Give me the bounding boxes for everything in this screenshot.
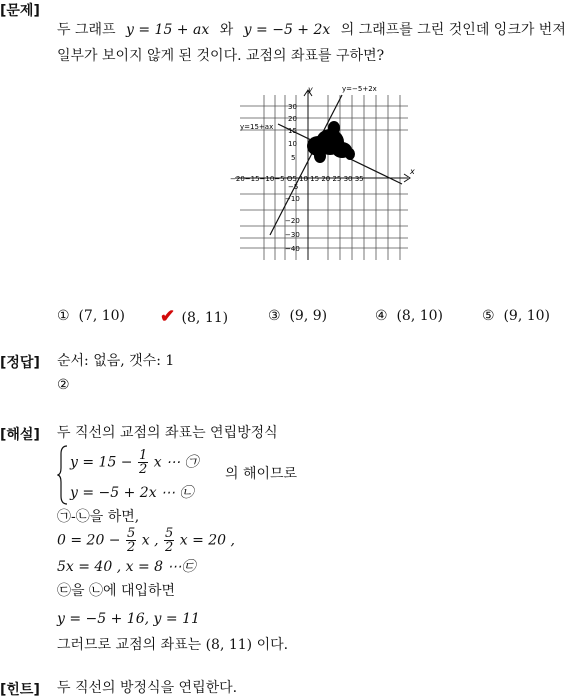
y-tick-label: −20 (285, 217, 300, 225)
fraction-five-halves (164, 527, 174, 554)
system-tail: 의 해이므로 (225, 466, 298, 482)
x-axis-label: x (410, 167, 415, 176)
choice-5[interactable] (482, 308, 550, 324)
fraction-denominator: 2 (139, 462, 148, 477)
y-tick-label: 20 (288, 115, 297, 123)
y-tick-label: −5 (288, 183, 299, 191)
choice-2[interactable] (160, 306, 228, 327)
y-tick-label: 5 (291, 154, 296, 162)
y-axis-label: y (308, 85, 313, 94)
choice-number: ③ (268, 308, 281, 324)
problem-text-b: 와 (219, 22, 234, 38)
explanation-section-label: [해설] (0, 427, 40, 443)
hint-section-label: [힌트] (0, 682, 40, 698)
problem-text-c: 의 그래프를 그린 것인데 잉크가 번져 (340, 22, 566, 38)
choice-4[interactable] (375, 308, 443, 324)
system-brace (57, 444, 69, 506)
line4-part-b: x , (141, 532, 159, 549)
fraction-denominator: 2 (127, 540, 136, 555)
choice-1[interactable] (57, 308, 125, 324)
fraction-numerator: 5 (127, 526, 136, 541)
explanation-line-3: ㉠-㉡을 하면, (57, 509, 140, 525)
choice-3[interactable] (268, 308, 327, 324)
fraction-one-half (138, 449, 148, 476)
choice-value: (9, 10) (503, 308, 551, 324)
explanation-line-5: 5x = 40 , x = 8 ⋯㉢ (57, 559, 196, 575)
system-eq1-part-a: y = 15 − (70, 454, 133, 471)
problem-equation-2: y = −5 + 2x (243, 22, 331, 38)
answer-line-1: 순서: 없음, 갯수: 1 (57, 353, 175, 369)
y-tick-label: 15 (288, 127, 297, 135)
fraction-denominator: 2 (164, 540, 174, 555)
choice-value: (9, 9) (289, 308, 328, 324)
line-label-2: y=15+ax (240, 123, 274, 131)
graph-figure (230, 80, 420, 265)
fraction-five-halves (126, 527, 136, 554)
choice-number: ⑤ (482, 308, 495, 324)
problem-line-1 (57, 20, 566, 40)
y-tick-label: 30 (288, 103, 297, 111)
explanation-line-6: ㉢을 ㉡에 대입하면 (57, 583, 176, 599)
y-tick-label: −40 (285, 245, 300, 253)
check-mark-icon: ✔ (160, 306, 176, 327)
explanation-line-7: y = −5 + 16, y = 11 (57, 611, 200, 627)
problem-line-2: 일부가 보이지 않게 된 것이다. 교점의 좌표를 구하면? (57, 48, 385, 64)
answer-line-2: ② (57, 377, 70, 393)
line4-part-a: 0 = 20 − (57, 532, 121, 549)
explanation-line-8: 그러므로 교점의 좌표는 (8, 11) 이다. (57, 637, 289, 653)
line4-part-c: x = 20 , (179, 532, 235, 549)
hint-text: 두 직선의 방정식을 연립한다. (57, 680, 238, 696)
line-label-1: y=−5+2x (342, 85, 377, 93)
choice-number: ④ (375, 308, 388, 324)
explanation-line-4 (57, 527, 235, 554)
problem-section-label: [문제] (0, 3, 40, 19)
fraction-numerator: 5 (164, 526, 174, 541)
system-eq1-part-b: x ⋯ ㉠ (153, 454, 199, 471)
choice-value: (7, 10) (78, 308, 126, 324)
choice-number: ① (57, 308, 70, 324)
y-tick-label: 10 (288, 140, 297, 148)
explanation-line-1: 두 직선의 교점의 좌표는 연립방정식 (57, 425, 278, 441)
system-equation-2: y = −5 + 2x ⋯ ㉡ (70, 485, 194, 501)
y-tick-label: −30 (285, 231, 300, 239)
system-equation-1 (70, 449, 199, 476)
line-y-minus5-plus2x (270, 95, 342, 235)
fraction-numerator: 1 (139, 448, 148, 463)
choice-value: (8, 11) (181, 310, 229, 326)
problem-equation-1: y = 15 + ax (126, 22, 210, 38)
x-tick-labels: −20−15−10−5 O5 10 15 20 25 30 35 (230, 175, 364, 183)
answer-section-label: [정답] (0, 355, 40, 371)
choice-value: (8, 10) (396, 308, 444, 324)
ink-blot (307, 121, 355, 163)
problem-text-a: 두 그래프 (57, 22, 116, 38)
y-tick-label: −10 (285, 195, 300, 203)
